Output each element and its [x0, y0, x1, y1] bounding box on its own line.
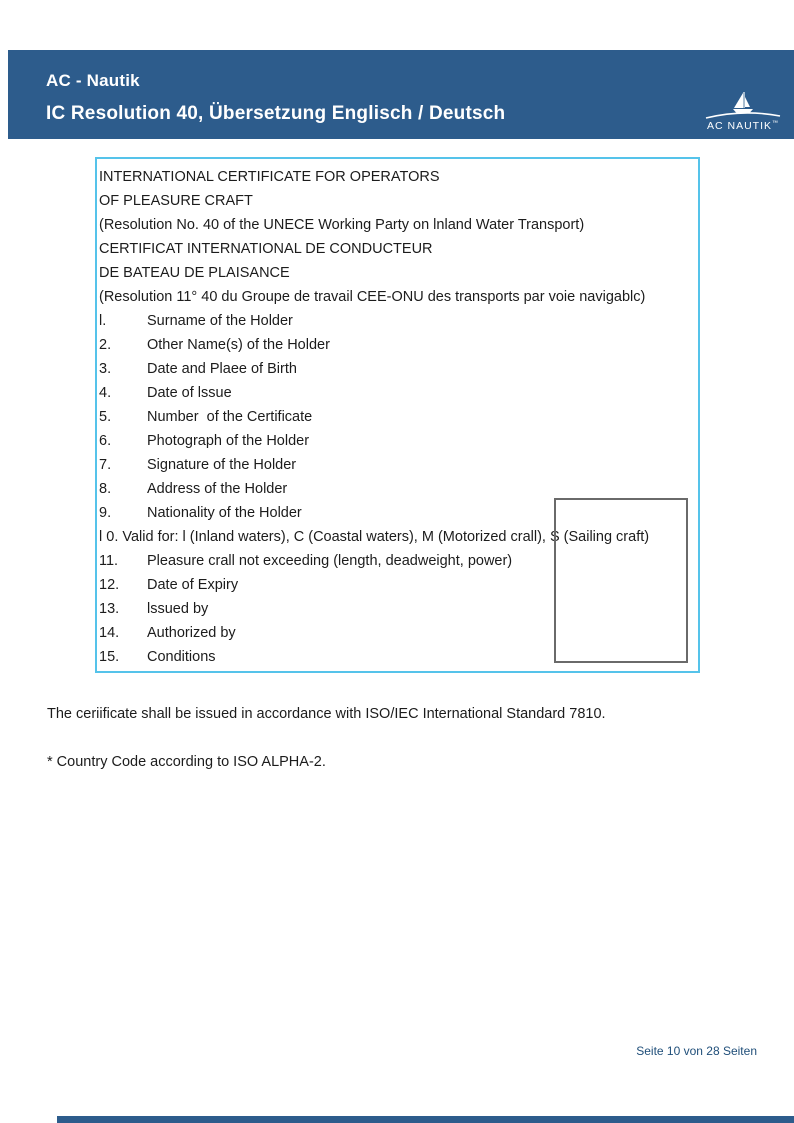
list-item [99, 357, 696, 381]
certificate-box [95, 157, 700, 673]
iso-standard-note: The ceriificate shall be issued in accordance with ISO/IEC International Standard 7810. [47, 706, 606, 722]
photo-placeholder-box [554, 498, 688, 663]
item-text: Date of lssue [147, 385, 232, 401]
header-bar [8, 50, 794, 139]
list-item [99, 405, 696, 429]
item-number: 2. [99, 337, 112, 353]
item-text: Signature of the Holder [147, 457, 297, 473]
item-text: Address of the Holder [147, 481, 288, 497]
item-number: 14. [99, 625, 120, 641]
ac-nautik-logo [700, 90, 786, 132]
header-text [8, 50, 794, 125]
page-title: IC Resolution 40, Übersetzung Englisch / Deutsch [46, 103, 506, 124]
item-text: Other Name(s) of the Holder [147, 337, 330, 353]
cert-intro-line: DE BATEAU DE PLAISANCE [99, 265, 290, 281]
cert-intro-line: INTERNATIONAL CERTIFICATE FOR OPERATORS [99, 169, 440, 185]
item-text: Conditions [147, 649, 216, 665]
page-number-label: Seite 10 von 28 Seiten [636, 1044, 757, 1058]
item-text: Date of Expiry [147, 577, 239, 593]
list-item [99, 381, 696, 405]
item-number: l. [99, 313, 107, 329]
cert-intro-line: (Resolution No. 40 of the UNECE Working Party on lnland Water Transport) [99, 217, 585, 233]
item-number: 8. [99, 481, 112, 497]
item-number: 6. [99, 433, 112, 449]
item-number: 3. [99, 361, 112, 377]
list-item [99, 429, 696, 453]
item-text: Number of the Certificate [147, 409, 313, 425]
item-text: Pleasure crall not exceeding (length, deadweight, power) [147, 553, 513, 569]
item-text: Date and Plaee of Birth [147, 361, 297, 377]
item-text: Surname of the Holder [147, 313, 293, 329]
footer-bar [57, 1116, 794, 1123]
header-title: AC - Nautik [46, 71, 140, 90]
cert-intro-line: OF PLEASURE CRAFT [99, 193, 253, 209]
item-number: 4. [99, 385, 112, 401]
country-code-note: * Country Code according to ISO ALPHA-2. [47, 754, 326, 770]
item-number: 7. [99, 457, 112, 473]
trademark-symbol: ™ [772, 120, 779, 127]
cert-intro-line: (Resolution 11° 40 du Groupe de travail CEE-ONU des transports par voie navigablc) [99, 289, 646, 305]
list-item [99, 309, 696, 333]
list-item-10: l 0. Valid for: l (Inland waters), C (Coastal waters), M (Motorized crall), S (Sailing craft) [99, 529, 650, 545]
item-number: 11. [99, 553, 119, 569]
item-number: 5. [99, 409, 112, 425]
item-number: 12. [99, 577, 120, 593]
item-number: 9. [99, 505, 112, 521]
cert-intro-line: CERTIFICAT INTERNATIONAL DE CONDUCTEUR [99, 241, 433, 257]
item-text: lssued by [147, 601, 209, 617]
list-item [99, 453, 696, 477]
item-number: 15. [99, 649, 120, 665]
item-text: Nationality of the Holder [147, 505, 302, 521]
logo-text: AC NAUTIK™ [706, 120, 779, 132]
list-item [99, 333, 696, 357]
item-text: Authorized by [147, 625, 236, 641]
item-text: Photograph of the Holder [147, 433, 310, 449]
item-number: 13. [99, 601, 120, 617]
